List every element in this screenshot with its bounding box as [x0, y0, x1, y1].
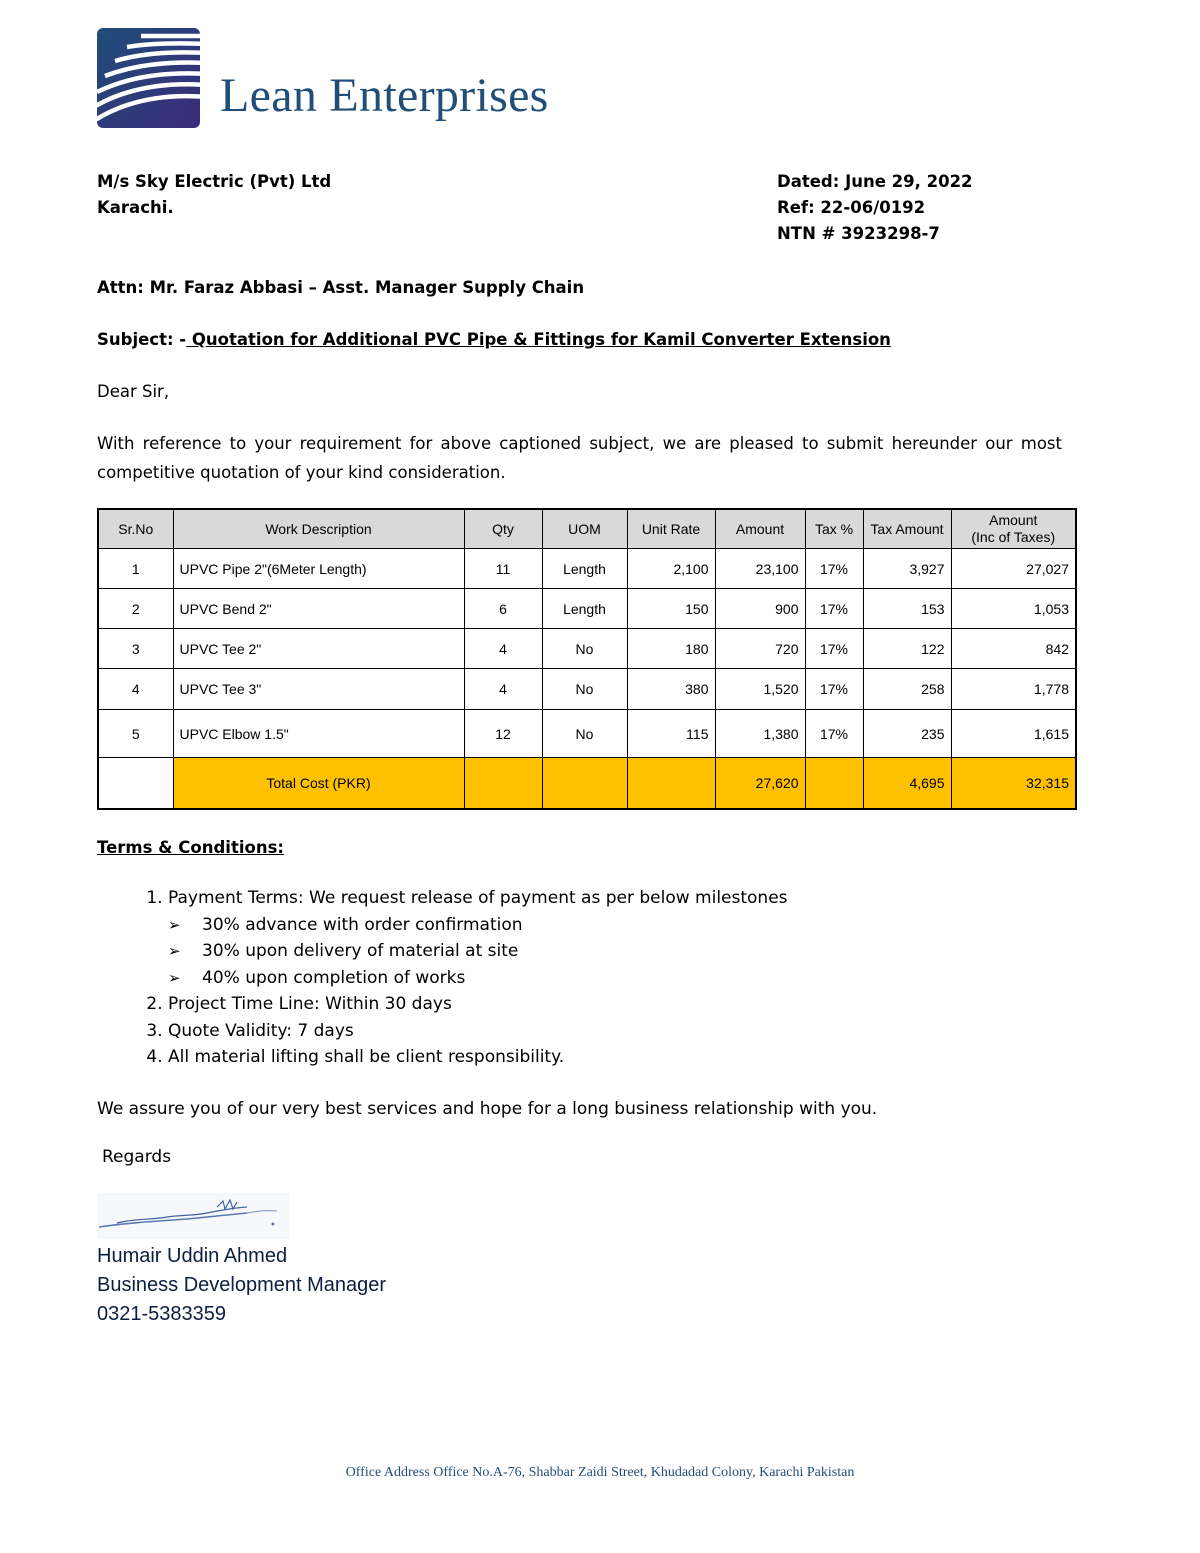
cell-desc: UPVC Elbow 1.5" — [173, 710, 464, 758]
milestone-item — [168, 938, 788, 965]
cell-total: 1,778 — [951, 669, 1076, 710]
cell-empty — [464, 758, 542, 809]
header-amount-label: Amount — [989, 512, 1038, 528]
cell-tax-pct: 17% — [805, 549, 863, 589]
cell-rate: 115 — [627, 710, 715, 758]
cell-tax-amt: 235 — [863, 710, 951, 758]
table-row — [98, 669, 1076, 710]
cell-tax-amt: 122 — [863, 629, 951, 669]
total-row — [98, 758, 1076, 809]
cell-tax-pct: 17% — [805, 629, 863, 669]
table-row — [98, 589, 1076, 629]
cell-empty — [542, 758, 627, 809]
cell-sr: 4 — [98, 669, 173, 710]
cell-amount: 1,520 — [715, 669, 805, 710]
cell-tax-pct: 17% — [805, 710, 863, 758]
cell-qty: 11 — [464, 549, 542, 589]
terms-item-text: Payment Terms: We request release of payment as per below milestones — [168, 888, 788, 908]
cell-tax-pct: 17% — [805, 589, 863, 629]
terms-item — [168, 885, 788, 991]
recipient-city: Karachi. — [97, 198, 174, 217]
cell-uom: Length — [542, 549, 627, 589]
cell-uom: Length — [542, 589, 627, 629]
terms-heading: Terms & Conditions: — [97, 838, 284, 857]
regards: Regards — [102, 1147, 172, 1167]
cell-sr: 3 — [98, 629, 173, 669]
cell-uom: No — [542, 669, 627, 710]
cell-tax-pct: 17% — [805, 669, 863, 710]
signatory-phone: 0321-5383359 — [97, 1303, 227, 1325]
cell-rate: 150 — [627, 589, 715, 629]
header-amount-inc-tax — [951, 509, 1076, 549]
total-label: Total Cost (PKR) — [173, 758, 464, 809]
cell-uom: No — [542, 710, 627, 758]
cell-tax-amt: 153 — [863, 589, 951, 629]
milestones-list — [168, 912, 788, 992]
cell-empty — [98, 758, 173, 809]
dated: Dated: June 29, 2022 — [777, 172, 973, 191]
cell-empty — [627, 758, 715, 809]
signatory-title: Business Development Manager — [97, 1274, 387, 1296]
cell-qty: 6 — [464, 589, 542, 629]
table-row — [98, 629, 1076, 669]
grand-total: 32,315 — [951, 758, 1076, 809]
arrow-bullet-icon: ➢ — [168, 915, 181, 934]
header-description: Work Description — [173, 509, 464, 549]
signatory-block — [97, 1242, 386, 1329]
terms-item: 2. Project Time Line: Within 30 days — [168, 991, 788, 1018]
milestone-item — [168, 912, 788, 939]
arrow-bullet-icon: ➢ — [168, 942, 181, 960]
recipient-block — [97, 169, 331, 221]
subject-label: Subject: - — [97, 330, 187, 349]
cell-total: 27,027 — [951, 549, 1076, 589]
cell-desc: UPVC Bend 2" — [173, 589, 464, 629]
milestone-text: 30% upon delivery of material at site — [202, 941, 519, 961]
cell-total: 1,053 — [951, 589, 1076, 629]
header-tax-amount: Tax Amount — [863, 509, 951, 549]
signatory-name: Humair Uddin Ahmed — [97, 1245, 288, 1267]
cell-rate: 180 — [627, 629, 715, 669]
company-name: Lean Enterprises — [220, 69, 549, 122]
attention-line: Attn: Mr. Faraz Abbasi – Asst. Manager Supply Chain — [97, 278, 585, 297]
company-logo — [97, 28, 200, 128]
terms-item: 3. Quote Validity: 7 days — [168, 1018, 788, 1045]
header-srno: Sr.No — [98, 509, 173, 549]
closing-line: We assure you of our very best services and hope for a long business relationship with you. — [97, 1099, 878, 1119]
cell-qty: 4 — [464, 629, 542, 669]
cell-sr: 5 — [98, 710, 173, 758]
total-tax-amount: 4,695 — [863, 758, 951, 809]
arrow-bullet-icon: ➢ — [168, 968, 181, 987]
cell-tax-amt: 258 — [863, 669, 951, 710]
logo-mark-icon — [97, 28, 200, 128]
header-uom: UOM — [542, 509, 627, 549]
cell-rate: 380 — [627, 669, 715, 710]
header-amount: Amount — [715, 509, 805, 549]
meta-block — [777, 169, 973, 247]
ntn: NTN # 3923298-7 — [777, 224, 940, 243]
salutation: Dear Sir, — [97, 382, 170, 401]
cell-uom: No — [542, 629, 627, 669]
intro-paragraph: With reference to your requirement for above captioned subject, we are pleased to submit hereunder our most competitive quotation of your kind consideration. — [97, 434, 1062, 482]
cell-sr: 2 — [98, 589, 173, 629]
signature-image — [97, 1193, 289, 1239]
footer-address: Office Address Office No.A-76, Shabbar Zaidi Street, Khudadad Colony, Karachi Pakistan — [345, 1465, 855, 1480]
cell-amount: 1,380 — [715, 710, 805, 758]
signature-icon — [97, 1193, 289, 1239]
quotation-table — [97, 508, 1077, 810]
header-qty: Qty — [464, 509, 542, 549]
cell-desc: UPVC Pipe 2"(6Meter Length) — [173, 549, 464, 589]
subject-text: Quotation for Additional PVC Pipe & Fittings for Kamil Converter Extension — [186, 330, 891, 349]
cell-desc: UPVC Tee 3" — [173, 669, 464, 710]
header-unit-rate: Unit Rate — [627, 509, 715, 549]
milestone-text: 40% upon completion of works — [202, 967, 466, 988]
cell-qty: 4 — [464, 669, 542, 710]
cell-qty: 12 — [464, 710, 542, 758]
milestone-item — [168, 965, 788, 992]
cell-amount: 720 — [715, 629, 805, 669]
cell-amount: 900 — [715, 589, 805, 629]
header-inc-taxes-label: (Inc of Taxes) — [971, 529, 1056, 545]
terms-item: 4. All material lifting shall be client responsibility. — [168, 1044, 788, 1071]
table-row — [98, 549, 1076, 589]
cell-empty — [805, 758, 863, 809]
total-amount: 27,620 — [715, 758, 805, 809]
recipient-name: M/s Sky Electric (Pvt) Ltd — [97, 172, 332, 191]
reference: Ref: 22-06/0192 — [777, 198, 926, 217]
table-row — [98, 710, 1076, 758]
cell-total: 842 — [951, 629, 1076, 669]
table-header-row — [98, 509, 1076, 549]
cell-total: 1,615 — [951, 710, 1076, 758]
subject-line — [97, 327, 891, 353]
milestone-text: 30% advance with order confirmation — [202, 914, 523, 935]
terms-list — [97, 885, 788, 1071]
header-tax-pct: Tax % — [805, 509, 863, 549]
cell-desc: UPVC Tee 2" — [173, 629, 464, 669]
cell-rate: 2,100 — [627, 549, 715, 589]
cell-tax-amt: 3,927 — [863, 549, 951, 589]
cell-amount: 23,100 — [715, 549, 805, 589]
cell-sr: 1 — [98, 549, 173, 589]
